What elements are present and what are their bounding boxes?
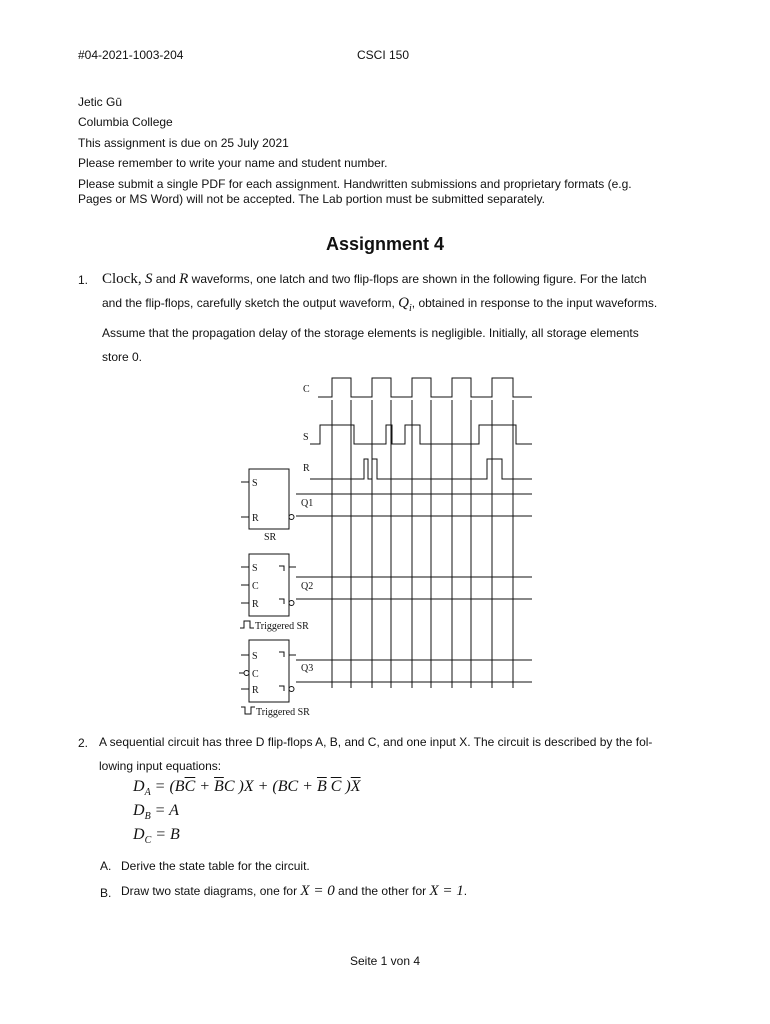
clock-signal-label: C [303,384,310,395]
subquestion-b-text [121,883,467,900]
clock-word: Clock, [102,271,142,287]
s-waveform [310,425,532,444]
line1-rest: waveforms, one latch and two flip-flops are shown in the following figure. For the latch [188,272,647,286]
equation-da [133,778,361,798]
question-1-line-2 [102,291,702,321]
reminder-text: Please remember to write your name and student number. [78,156,388,170]
equation-dc [133,826,180,846]
line2-b: , obtained in response to the input waveforms. [411,296,658,310]
sr-caption: SR [264,532,277,543]
output-q-variable [398,295,412,314]
ff1-c-pin: C [252,581,259,592]
grid-verticals [332,400,513,688]
subquestion-b-label: B. [100,886,112,900]
ff2-s-pin: S [252,651,258,662]
eq-a-part1: = (B [150,778,185,795]
ff1-r-pin: R [252,599,259,610]
submission-instructions-line1: Please submit a single PDF for each assignment. Handwritten submissions and proprietary formats (e.g. [78,177,632,191]
latch-s-pin: S [252,478,258,489]
eq-c-sub: C [144,835,152,847]
question-2-line-1: A sequential circuit has three D flip-flops A, B, and C, and one input X. The circuit is described by the fol- [99,735,653,749]
line2-a: and the flip-flops, carefully sketch the output waveform, [102,296,399,310]
and-word: and [152,272,180,286]
eq-a-part2: + [195,778,215,795]
latch-r-pin: R [252,513,259,524]
clock-waveform [318,378,532,397]
eq-a-bbar: $\overline{B}$ [214,778,224,795]
equation-db [133,802,179,822]
s-variable: S [144,271,153,287]
question-2-number: 2. [78,736,89,750]
eq-a-cbar2: $\overline{C}$ [330,778,342,795]
ff1-s-pin: S [252,563,258,574]
question-2-line-2: lowing input equations: [99,759,222,773]
triggered-sr-caption-1: Triggered SR [255,621,309,632]
q1-label: Q1 [301,498,314,509]
b-text-3: . [463,884,468,898]
school-name: Columbia College [78,115,173,129]
eq-a-part5: ) [341,778,351,795]
question-2-text [99,730,699,778]
question-1-number: 1. [78,273,89,287]
q-var: Q [398,295,409,311]
question-1-line-1 [102,267,702,291]
ff2-r-pin: R [252,685,259,696]
question-1-line-3: Assume that the propagation delay of the storage elements is negligible. Initially, all storage elements [102,326,639,340]
eq-c-lhs: D [133,826,145,843]
eq-b-rhs: = A [150,802,179,819]
r-signal-label: R [303,463,310,474]
course-code: CSCI 150 [357,48,410,62]
q-sub: i [409,303,412,314]
b-text-2: and the other for [334,884,430,898]
subquestion-a-text: Derive the state table for the circuit. [121,859,310,873]
eq-a-sub: A [144,787,151,799]
eq-b-lhs: D [133,802,145,819]
eq-a-part3: C )X + (BC + [223,778,317,795]
sr-latch-symbol [241,469,294,529]
q2-label: Q2 [301,581,314,592]
ff2-c-pin: C [252,669,259,680]
r-waveform [310,459,532,479]
s-signal-label: S [303,432,309,443]
author-name: Jetic Gū [78,95,123,109]
triggered-sr-flipflop-2 [239,640,296,714]
triggered-sr-flipflop-1 [240,554,296,628]
submission-instructions-line2: Pages or MS Word) will not be accepted. The Lab portion must be submitted separately. [78,192,545,206]
page-footer: Seite 1 von 4 [349,954,421,968]
eq-a-cbar: $\overline{C}$ [184,778,196,795]
waveform-figure [230,370,540,720]
subquestion-a-label: A. [100,859,112,873]
q3-label: Q3 [301,663,314,674]
document-id: #04-2021-1003-204 [78,48,184,62]
eq-a-bbar2: $\overline{B}$ [316,778,327,795]
question-1-line-4: store 0. [102,350,143,364]
b-x0: X = 0 [300,883,335,899]
b-x1: X = 1 [429,883,464,899]
question-1-text [102,267,702,369]
eq-c-rhs: = B [151,826,180,843]
page-title: Assignment 4 [325,234,445,254]
b-text-1: Draw two state diagrams, one for [121,884,301,898]
due-date: This assignment is due on 25 July 2021 [78,136,289,150]
eq-b-sub: B [144,811,151,823]
r-variable: R [179,271,189,287]
eq-a-xbar: $\overline{X}$ [350,778,361,795]
eq-a-lhs: D [133,778,145,795]
triggered-sr-caption-2: Triggered SR [256,707,310,718]
